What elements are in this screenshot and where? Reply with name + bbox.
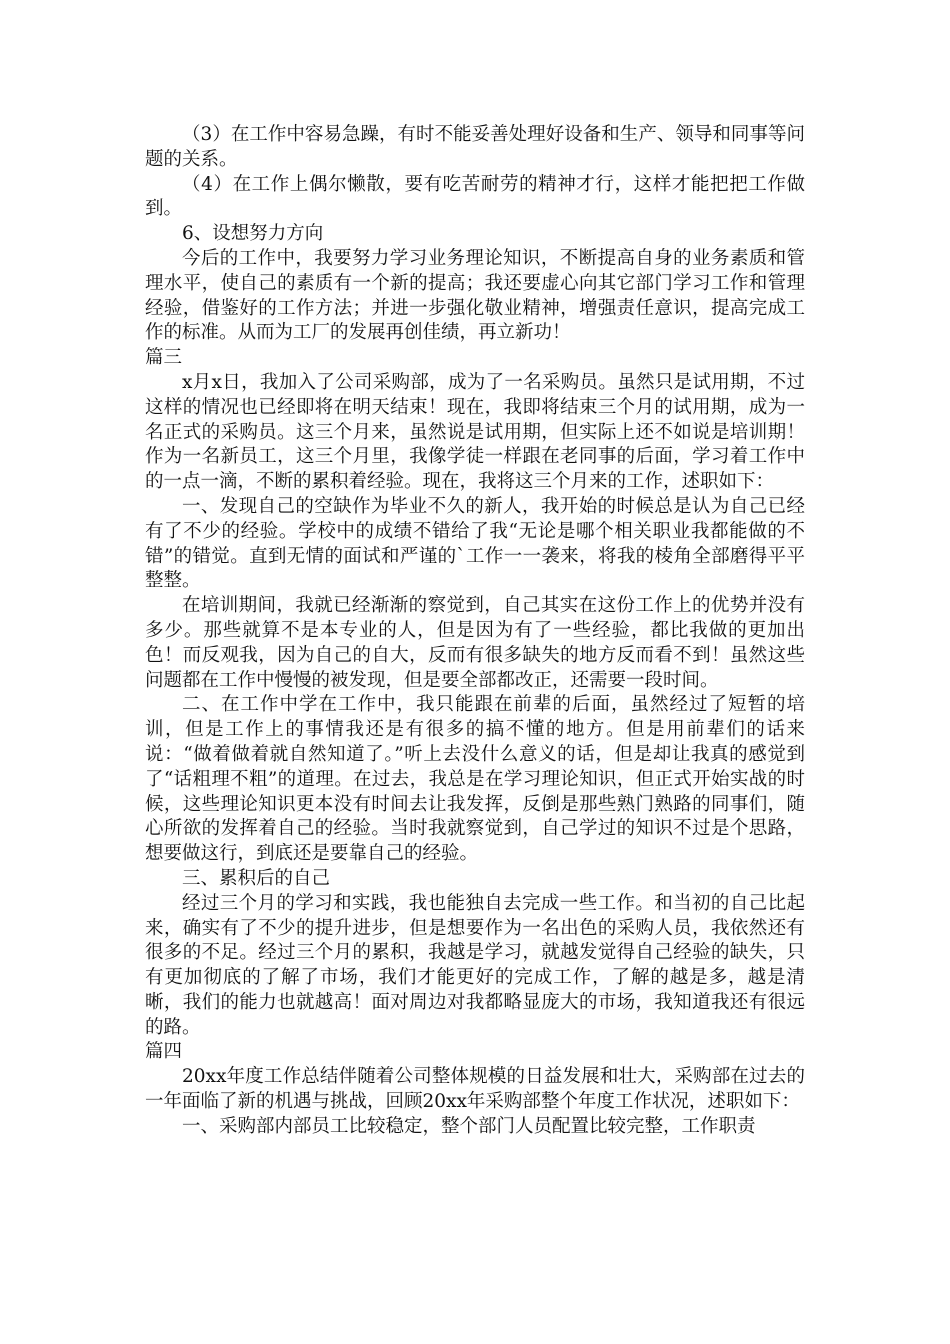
chapter-heading: 篇四: [145, 1041, 183, 1063]
paragraph: 20xx年度工作总结伴随着公司整体规模的日益发展和壮大，采购部在过去的一年面临了新的机遇与挑战，回顾20xx年采购部整个年度工作状况，述职如下：: [145, 1066, 805, 1113]
paragraph: 今后的工作中，我要努力学习业务理论知识，不断提高自身的业务素质和管理水平，使自己的素质有一个新的提高；我还要虚心向其它部门学习工作和管理经验，借鉴好的工作方法；并进一步强化敬业精神，增强责任意识，提高完成工作的标准。从而为工厂的发展再创佳绩，再立新功！: [145, 247, 805, 344]
paragraph: x月x日，我加入了公司采购部，成为了一名采购员。虽然只是试用期，不过这样的情况也已经即将在明天结束！现在，我即将结束三个月的试用期，成为一名正式的采购员。这三个月来，虽然说是试用期，但实际上还不如说是培训期！作为一名新员工，这三个月里，我像学徒一样跟在老同事的后面，学习着工作中的一点一滴，不断的累积着经验。现在，我将这三个月来的工作，述职如下：: [145, 371, 805, 493]
section-heading: 6、设想努力方向: [182, 223, 324, 245]
paragraph: 在培训期间，我就已经渐渐的察觉到，自己其实在这份工作上的优势并没有多少。那些就算不是本专业的人，但是因为有了一些经验，都比我做的更加出色！而反观我，因为自己的自大，反而有很多缺失的地方反而看不到！虽然这些问题都在工作中慢慢的被发现，但是要全部都改正，还需要一段时间。: [145, 595, 805, 691]
document-body: [145, 123, 805, 1140]
section-heading: 三、累积后的自己: [182, 867, 331, 889]
chapter-heading: 篇三: [145, 347, 183, 369]
paragraph: 二、在工作中学在工作中，我只能跟在前辈的后面，虽然经过了短暂的培训，但是工作上的事情我还是有很多的搞不懂的地方。但是用前辈们的话来说：“做着做着就自然知道了。”听上去没什么意义的话，但是却让我真的感觉到了“话粗理不粗”的道理。在过去，我总是在学习理论知识，但正式开始实战的时候，这些理论知识更本没有时间去让我发挥，反倒是那些熟门熟路的同事们，随心所欲的发挥着自己的经验。当时我就察觉到，自己学过的知识不过是个思路，想要做这行，到底还是要靠自己的经验。: [145, 694, 805, 865]
paragraph: （4）在工作上偶尔懒散，要有吃苦耐劳的精神才行，这样才能把把工作做到。: [145, 173, 805, 220]
paragraph: （3）在工作中容易急躁，有时不能妥善处理好设备和生产、领导和同事等问题的关系。: [145, 124, 805, 170]
paragraph: 一、采购部内部员工比较稳定，整个部门人员配置比较完整，工作职责: [182, 1115, 756, 1137]
paragraph: 经过三个月的学习和实践，我也能独自去完成一些工作。和当初的自己比起来，确实有了不少的提升进步，但是想要作为一名出色的采购人员，我依然还有很多的不足。经过三个月的累积，我越是学习，就越发觉得自己经验的缺失，只有更加彻底的了解了市场，我们才能更好的完成工作，了解的越是多，越是清晰，我们的能力也就越高！面对周边对我都略显庞大的市场，我知道我还有很远的路。: [145, 892, 805, 1038]
paragraph: 一、发现自己的空缺作为毕业不久的新人，我开始的时候总是认为自己已经有了不少的经验。学校中的成绩不错给了我“无论是哪个相关职业我都能做的不错”的错觉。直到无情的面试和严谨的`工作一一袭来，将我的棱角全部磨得平平整整。: [145, 495, 805, 592]
